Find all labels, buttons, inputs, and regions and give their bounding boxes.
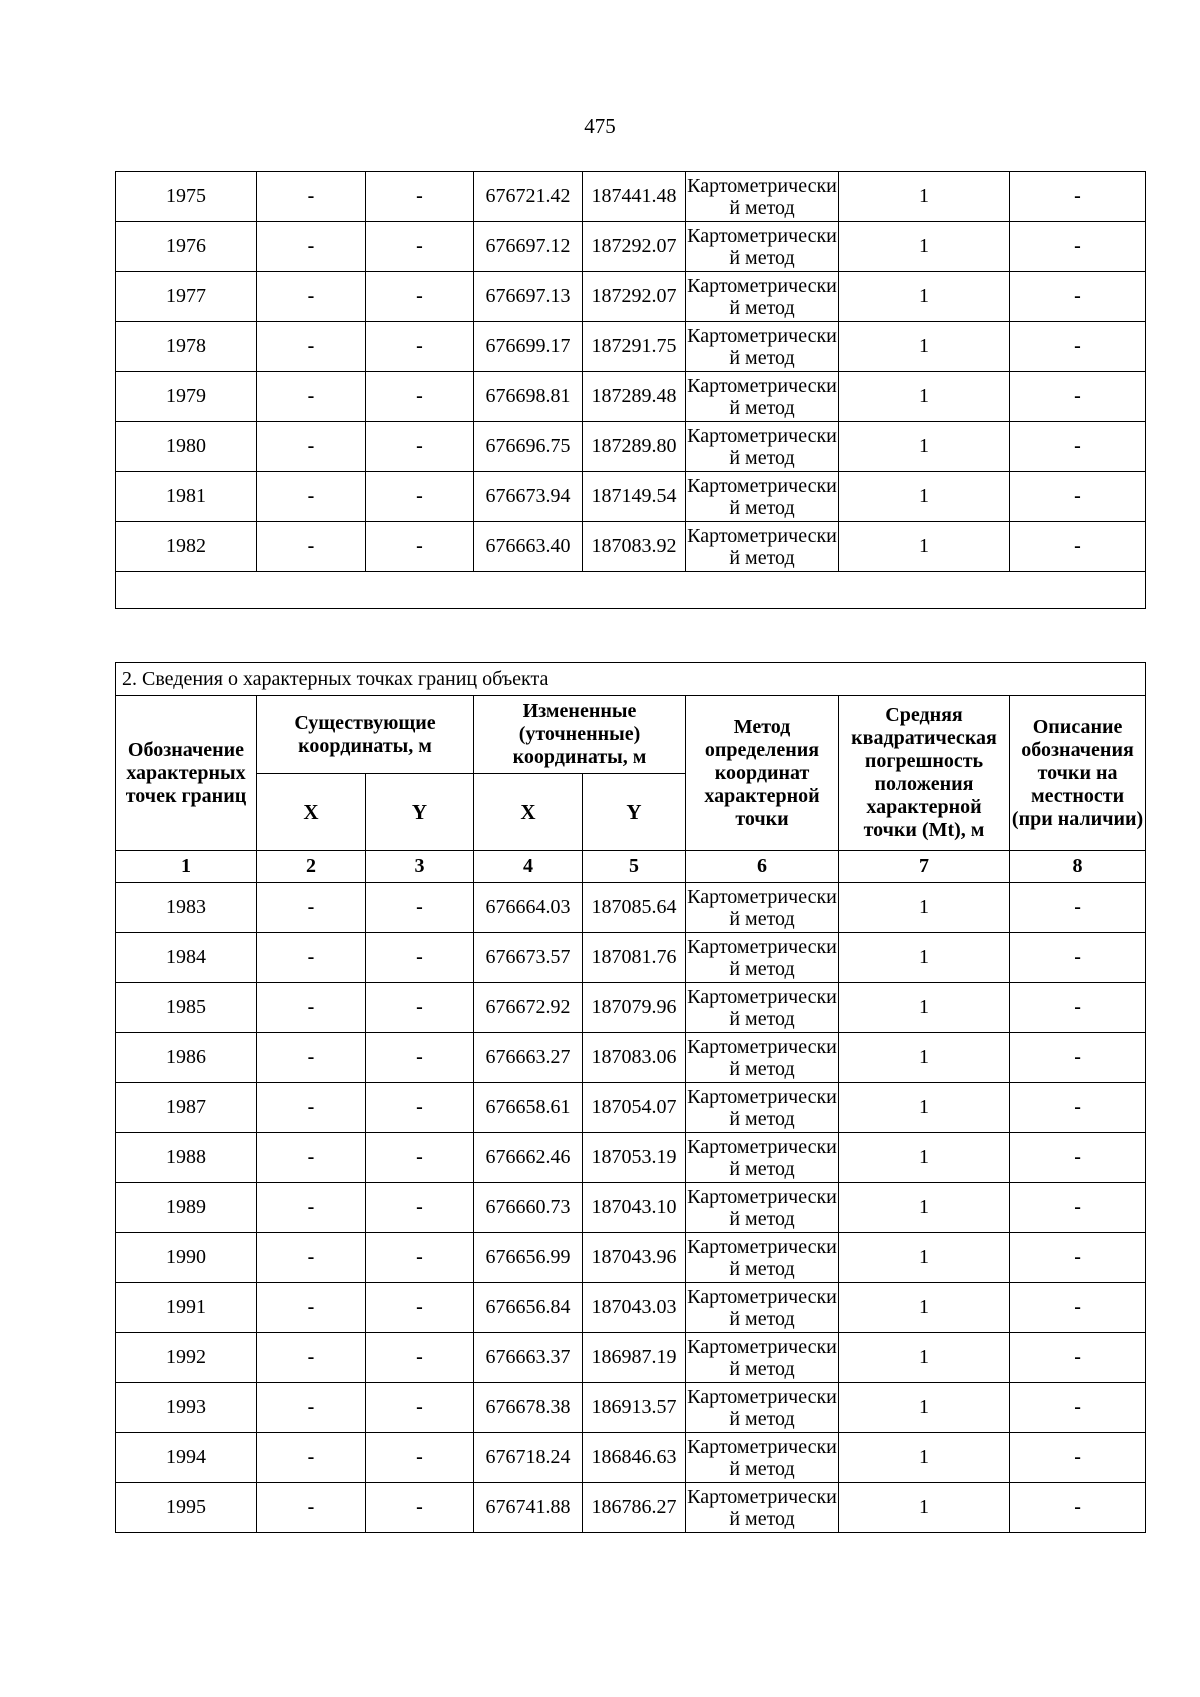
cell-method: Картометрический метод [686, 172, 839, 222]
cell-changed-y: 187085.64 [583, 883, 686, 933]
table-row [116, 422, 1146, 472]
cell-changed-x: 676656.84 [474, 1283, 583, 1333]
table-row [116, 933, 1146, 983]
cell-existing-x: - [257, 883, 366, 933]
cell-point: 1986 [116, 1033, 257, 1083]
table-row [116, 522, 1146, 572]
cell-existing-x: - [257, 1333, 366, 1383]
cell-accuracy: 1 [839, 1083, 1010, 1133]
cell-point: 1985 [116, 983, 257, 1033]
cell-accuracy: 1 [839, 272, 1010, 322]
cell-existing-x: - [257, 422, 366, 472]
cell-accuracy: 1 [839, 1483, 1010, 1533]
cell-existing-x: - [257, 933, 366, 983]
cell-changed-y: 187053.19 [583, 1133, 686, 1183]
cell-description: - [1010, 472, 1146, 522]
cell-existing-x: - [257, 1233, 366, 1283]
cell-existing-x: - [257, 1283, 366, 1333]
cell-existing-y: - [366, 1233, 474, 1283]
cell-description: - [1010, 372, 1146, 422]
empty-cell [116, 572, 1146, 609]
cell-method: Картометрический метод [686, 883, 839, 933]
table-row [116, 372, 1146, 422]
page-number: 475 [584, 114, 616, 138]
header-existing-coordinates: Существующие координаты, м [257, 696, 474, 774]
table-row [116, 272, 1146, 322]
cell-changed-y: 186987.19 [583, 1333, 686, 1383]
column-number: 3 [366, 851, 474, 883]
cell-method: Картометрический метод [686, 1483, 839, 1533]
cell-changed-x: 676663.27 [474, 1033, 583, 1083]
table-row [116, 1483, 1146, 1533]
cell-existing-x: - [257, 1383, 366, 1433]
column-number: 4 [474, 851, 583, 883]
cell-description: - [1010, 1483, 1146, 1533]
cell-existing-y: - [366, 322, 474, 372]
cell-changed-x: 676696.75 [474, 422, 583, 472]
table-row [116, 1033, 1146, 1083]
cell-description: - [1010, 172, 1146, 222]
cell-existing-x: - [257, 1133, 366, 1183]
table-row [116, 1433, 1146, 1483]
cell-point: 1984 [116, 933, 257, 983]
cell-method: Картометрический метод [686, 1383, 839, 1433]
cell-existing-y: - [366, 222, 474, 272]
cell-accuracy: 1 [839, 883, 1010, 933]
cell-changed-y: 186786.27 [583, 1483, 686, 1533]
cell-method: Картометрический метод [686, 422, 839, 472]
cell-accuracy: 1 [839, 172, 1010, 222]
cell-changed-x: 676662.46 [474, 1133, 583, 1183]
cell-changed-x: 676673.57 [474, 933, 583, 983]
cell-existing-y: - [366, 1033, 474, 1083]
cell-changed-x: 676663.37 [474, 1333, 583, 1383]
cell-changed-x: 676656.99 [474, 1233, 583, 1283]
cell-point: 1993 [116, 1383, 257, 1433]
cell-accuracy: 1 [839, 322, 1010, 372]
cell-existing-x: - [257, 1183, 366, 1233]
column-number: 8 [1010, 851, 1146, 883]
cell-point: 1982 [116, 522, 257, 572]
cell-accuracy: 1 [839, 983, 1010, 1033]
cell-point: 1975 [116, 172, 257, 222]
header-method: Метод определения координат характерной точки [686, 696, 839, 851]
cell-method: Картометрический метод [686, 1433, 839, 1483]
cell-existing-y: - [366, 983, 474, 1033]
cell-changed-x: 676660.73 [474, 1183, 583, 1233]
cell-changed-y: 186846.63 [583, 1433, 686, 1483]
cell-point: 1991 [116, 1283, 257, 1333]
cell-existing-y: - [366, 933, 474, 983]
cell-method: Картометрический метод [686, 372, 839, 422]
table-row [116, 472, 1146, 522]
cell-changed-y: 187291.75 [583, 322, 686, 372]
cell-point: 1978 [116, 322, 257, 372]
header-existing-x: X [257, 774, 366, 851]
cell-changed-x: 676678.38 [474, 1383, 583, 1433]
cell-existing-y: - [366, 372, 474, 422]
boundary-points-table [115, 662, 1146, 1533]
cell-changed-x: 676741.88 [474, 1483, 583, 1533]
cell-changed-y: 186913.57 [583, 1383, 686, 1433]
cell-description: - [1010, 1133, 1146, 1183]
column-number: 2 [257, 851, 366, 883]
cell-method: Картометрический метод [686, 983, 839, 1033]
cell-existing-x: - [257, 983, 366, 1033]
cell-method: Картометрический метод [686, 1183, 839, 1233]
table-row [116, 322, 1146, 372]
cell-existing-x: - [257, 222, 366, 272]
cell-accuracy: 1 [839, 933, 1010, 983]
cell-existing-x: - [257, 522, 366, 572]
table2-header [116, 663, 1146, 883]
cell-changed-y: 187149.54 [583, 472, 686, 522]
cell-existing-y: - [366, 422, 474, 472]
cell-existing-y: - [366, 172, 474, 222]
cell-changed-x: 676721.42 [474, 172, 583, 222]
cell-method: Картометрический метод [686, 1283, 839, 1333]
cell-method: Картометрический метод [686, 222, 839, 272]
cell-changed-x: 676698.81 [474, 372, 583, 422]
cell-accuracy: 1 [839, 1283, 1010, 1333]
cell-existing-x: - [257, 172, 366, 222]
cell-method: Картометрический метод [686, 1333, 839, 1383]
cell-existing-y: - [366, 1133, 474, 1183]
cell-method: Картометрический метод [686, 1233, 839, 1283]
cell-description: - [1010, 1333, 1146, 1383]
cell-changed-y: 187083.06 [583, 1033, 686, 1083]
cell-point: 1979 [116, 372, 257, 422]
cell-changed-y: 187079.96 [583, 983, 686, 1033]
table-row [116, 883, 1146, 933]
cell-accuracy: 1 [839, 1033, 1010, 1083]
table-row [116, 1083, 1146, 1133]
table-row [116, 172, 1146, 222]
cell-existing-y: - [366, 883, 474, 933]
column-number: 5 [583, 851, 686, 883]
header-accuracy: Средняя квадратическая погрешность положения характерной точки (Mt), м [839, 696, 1010, 851]
cell-point: 1988 [116, 1133, 257, 1183]
cell-point: 1977 [116, 272, 257, 322]
cell-method: Картометрический метод [686, 522, 839, 572]
table2-body [116, 883, 1146, 1533]
cell-point: 1981 [116, 472, 257, 522]
cell-accuracy: 1 [839, 1333, 1010, 1383]
cell-method: Картометрический метод [686, 1033, 839, 1083]
cell-existing-y: - [366, 522, 474, 572]
cell-accuracy: 1 [839, 522, 1010, 572]
cell-existing-x: - [257, 272, 366, 322]
cell-accuracy: 1 [839, 1383, 1010, 1433]
cell-existing-y: - [366, 1333, 474, 1383]
table-row [116, 1333, 1146, 1383]
cell-changed-y: 187081.76 [583, 933, 686, 983]
cell-changed-x: 676697.12 [474, 222, 583, 272]
cell-changed-y: 187054.07 [583, 1083, 686, 1133]
cell-description: - [1010, 1233, 1146, 1283]
header-changed-y: Y [583, 774, 686, 851]
cell-existing-x: - [257, 1433, 366, 1483]
cell-existing-x: - [257, 1033, 366, 1083]
cell-changed-y: 187083.92 [583, 522, 686, 572]
cell-existing-y: - [366, 1083, 474, 1133]
cell-changed-y: 187043.96 [583, 1233, 686, 1283]
cell-changed-x: 676658.61 [474, 1083, 583, 1133]
cell-changed-y: 187289.48 [583, 372, 686, 422]
table-row [116, 1233, 1146, 1283]
header-changed-coordinates: Измененные (уточненные) координаты, м [474, 696, 686, 774]
cell-existing-x: - [257, 1083, 366, 1133]
cell-point: 1994 [116, 1433, 257, 1483]
cell-description: - [1010, 322, 1146, 372]
cell-existing-x: - [257, 322, 366, 372]
cell-method: Картометрический метод [686, 933, 839, 983]
cell-changed-x: 676673.94 [474, 472, 583, 522]
cell-method: Картометрический метод [686, 1083, 839, 1133]
cell-existing-y: - [366, 472, 474, 522]
cell-point: 1980 [116, 422, 257, 472]
cell-accuracy: 1 [839, 222, 1010, 272]
cell-method: Картометрический метод [686, 1133, 839, 1183]
cell-description: - [1010, 983, 1146, 1033]
cell-changed-y: 187043.03 [583, 1283, 686, 1333]
cell-point: 1987 [116, 1083, 257, 1133]
cell-changed-x: 676699.17 [474, 322, 583, 372]
table-row [116, 983, 1146, 1033]
points-table-continued [115, 171, 1146, 609]
cell-existing-y: - [366, 1283, 474, 1333]
cell-description: - [1010, 422, 1146, 472]
cell-accuracy: 1 [839, 1133, 1010, 1183]
header-changed-x: X [474, 774, 583, 851]
cell-description: - [1010, 522, 1146, 572]
column-number: 1 [116, 851, 257, 883]
cell-changed-y: 187441.48 [583, 172, 686, 222]
cell-changed-x: 676664.03 [474, 883, 583, 933]
cell-point: 1983 [116, 883, 257, 933]
cell-point: 1995 [116, 1483, 257, 1533]
cell-point: 1976 [116, 222, 257, 272]
cell-description: - [1010, 1283, 1146, 1333]
cell-description: - [1010, 1033, 1146, 1083]
cell-accuracy: 1 [839, 422, 1010, 472]
cell-accuracy: 1 [839, 372, 1010, 422]
cell-existing-y: - [366, 1383, 474, 1433]
cell-changed-x: 676697.13 [474, 272, 583, 322]
cell-existing-y: - [366, 1483, 474, 1533]
cell-changed-x: 676663.40 [474, 522, 583, 572]
section-title: 2. Сведения о характерных точках границ объекта [116, 663, 1146, 696]
column-number: 6 [686, 851, 839, 883]
cell-method: Картометрический метод [686, 272, 839, 322]
cell-point: 1992 [116, 1333, 257, 1383]
table-row [116, 222, 1146, 272]
cell-description: - [1010, 1433, 1146, 1483]
empty-row [116, 572, 1146, 609]
cell-point: 1989 [116, 1183, 257, 1233]
table-row [116, 1283, 1146, 1333]
cell-accuracy: 1 [839, 472, 1010, 522]
cell-accuracy: 1 [839, 1233, 1010, 1283]
cell-changed-y: 187043.10 [583, 1183, 686, 1233]
cell-existing-x: - [257, 472, 366, 522]
cell-existing-y: - [366, 1433, 474, 1483]
cell-description: - [1010, 222, 1146, 272]
cell-description: - [1010, 933, 1146, 983]
table-row [116, 1133, 1146, 1183]
table-row [116, 1383, 1146, 1433]
cell-method: Картометрический метод [686, 472, 839, 522]
table-row [116, 1183, 1146, 1233]
cell-changed-y: 187289.80 [583, 422, 686, 472]
cell-description: - [1010, 1383, 1146, 1433]
cell-accuracy: 1 [839, 1183, 1010, 1233]
header-description: Описание обозначения точки на местности (при наличии) [1010, 696, 1146, 851]
cell-changed-x: 676672.92 [474, 983, 583, 1033]
header-point-designation: Обозначение характерных точек границ [116, 696, 257, 851]
cell-changed-y: 187292.07 [583, 222, 686, 272]
cell-existing-x: - [257, 372, 366, 422]
cell-changed-x: 676718.24 [474, 1433, 583, 1483]
cell-method: Картометрический метод [686, 322, 839, 372]
cell-description: - [1010, 1183, 1146, 1233]
cell-description: - [1010, 1083, 1146, 1133]
column-number: 7 [839, 851, 1010, 883]
header-existing-y: Y [366, 774, 474, 851]
cell-existing-x: - [257, 1483, 366, 1533]
cell-existing-y: - [366, 272, 474, 322]
cell-point: 1990 [116, 1233, 257, 1283]
cell-accuracy: 1 [839, 1433, 1010, 1483]
cell-description: - [1010, 272, 1146, 322]
cell-existing-y: - [366, 1183, 474, 1233]
cell-description: - [1010, 883, 1146, 933]
table1-body [116, 172, 1146, 609]
cell-changed-y: 187292.07 [583, 272, 686, 322]
